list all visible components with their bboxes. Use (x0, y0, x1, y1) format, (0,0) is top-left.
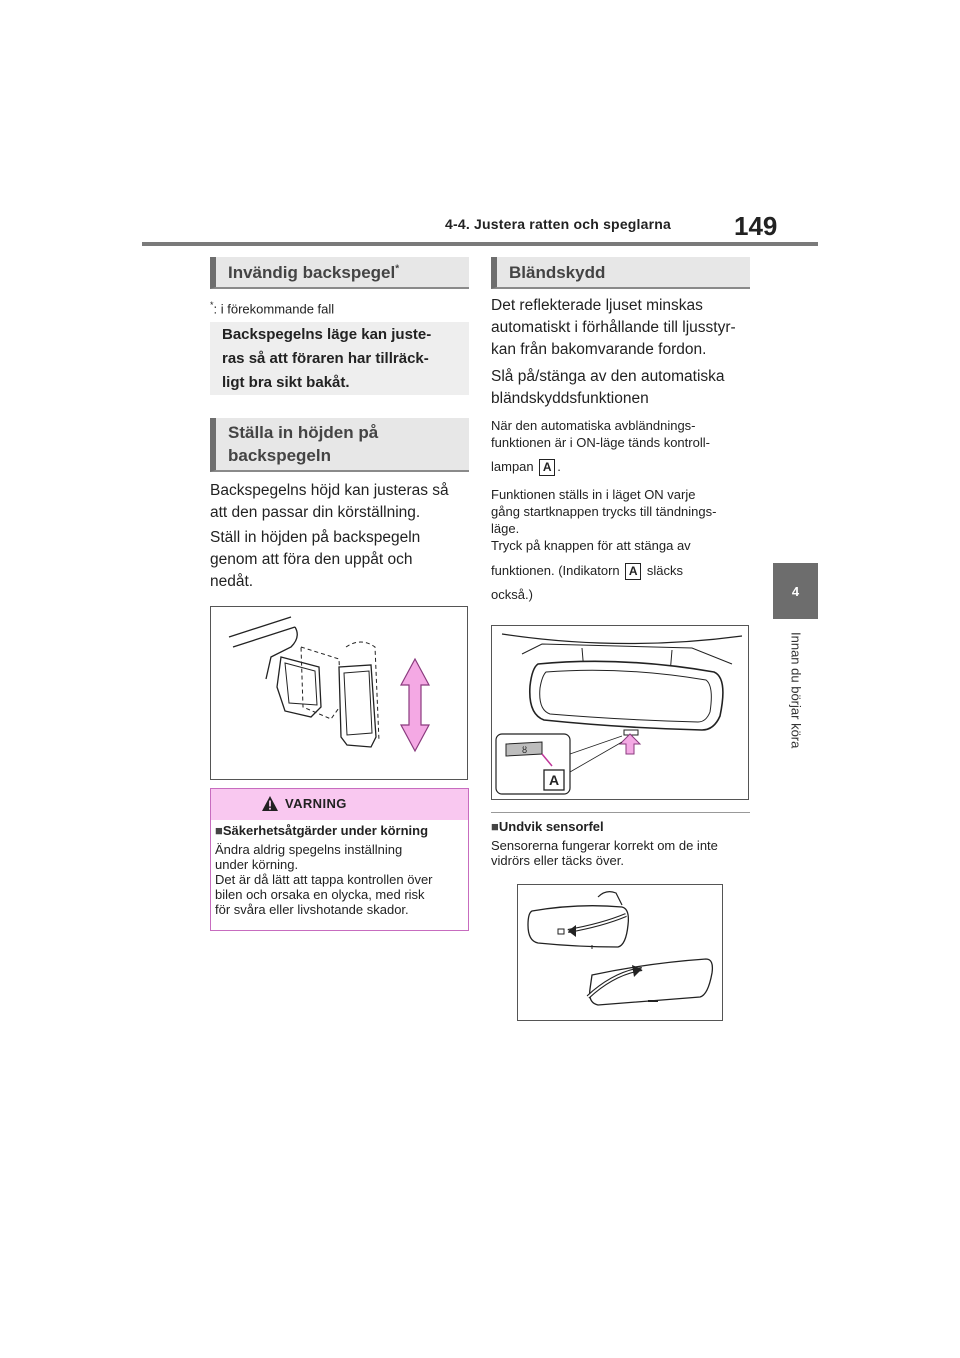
lead-box-left (210, 322, 469, 395)
text-line: Sensorerna fungerar korrekt om de inte (491, 838, 718, 853)
text-line: under körning. (215, 857, 299, 872)
height-paragraph-2 (210, 527, 420, 593)
text-line: Ställ in höjden på backspegeln (210, 529, 421, 546)
warning-box (210, 788, 469, 931)
anti-glare-note-1 (491, 417, 751, 476)
up-down-arrow-icon (401, 659, 429, 751)
square-bullet-icon: ■ (215, 823, 223, 838)
subsection-title-line: Ställa in höjden på (228, 423, 379, 442)
anti-glare-paragraph (491, 295, 736, 361)
text-line: genom att föra den uppåt och (210, 551, 413, 568)
text-line: Backspegelns höjd kan justeras så (210, 482, 449, 499)
lead-line: Backspegelns läge kan juste- (222, 326, 432, 343)
text-fragment: lampan (491, 459, 534, 474)
warning-triangle-icon (261, 795, 279, 812)
footnote-text: : i förekommande fall (213, 301, 335, 317)
text-line: vidrörs eller täcks över. (491, 853, 624, 868)
text-line: också.) (491, 587, 533, 602)
svg-text:ȣ: ȣ (522, 745, 528, 755)
chapter-tab: 4 (773, 563, 818, 619)
section-title-inside-mirror (210, 257, 469, 289)
mirror-height-figure (210, 606, 468, 780)
text-line: Slå på/stänga av den automatiska (491, 368, 725, 385)
text-line: Det är då lätt att tappa kontrollen över (215, 872, 433, 887)
text-line (491, 458, 751, 476)
section-breadcrumb: 4-4. Justera ratten och speglarna (445, 216, 672, 232)
text-line: När den automatiska avbländnings- (491, 418, 696, 433)
footnote (210, 300, 334, 316)
text-line: Funktionen ställs in i läget ON varje (491, 487, 696, 502)
text-fragment: släcks (646, 563, 684, 578)
text-fragment: funktionen. (Indikatorn (491, 563, 620, 578)
subsection-title-line: backspegeln (228, 446, 331, 465)
header-divider (142, 242, 818, 246)
text-line: nedåt. (210, 573, 254, 590)
footnote-mark: * (210, 300, 214, 310)
square-bullet-icon: ■ (491, 819, 499, 834)
text-line: bilen och orsaka en olycka, med risk (215, 887, 425, 902)
mirror-height-illustration (211, 607, 467, 779)
chapter-title (787, 632, 805, 772)
text-line: gång startknappen trycks till tändnings- (491, 504, 717, 519)
warning-subtitle (215, 823, 428, 838)
lead-line: ras så att föraren har tillräck- (222, 350, 429, 367)
warning-title: VARNING (285, 796, 347, 811)
up-arrow-icon (620, 734, 640, 754)
callout-a-text: A (548, 772, 560, 788)
section-title-text: Bländskydd (509, 263, 606, 282)
sensor-figure (517, 884, 723, 1021)
text-line: att den passar din körställning. (210, 504, 421, 521)
sensor-text (491, 838, 751, 868)
anti-glare-figure (491, 625, 749, 800)
text-line: för svåra eller livshotande skador. (215, 902, 409, 917)
auto-dimming-mirror-illustration (492, 626, 748, 799)
text-line: läge. (491, 521, 520, 536)
text-line: funktionen är i ON-läge tänds kontroll- (491, 435, 710, 450)
section-title-anti-glare (491, 257, 750, 289)
callout-a-label: A (539, 459, 555, 476)
text-line: Ändra aldrig spegelns inställning (215, 842, 403, 857)
lead-line: ligt bra sikt bakåt. (222, 374, 350, 391)
text-line (491, 562, 751, 580)
text-line: kan från bakomvarande fordon. (491, 341, 707, 358)
height-paragraph-1 (210, 480, 449, 524)
text-line: Tryck på knappen för att stänga av (491, 538, 691, 553)
page-number: 149 (734, 211, 778, 241)
sensor-heading (491, 818, 604, 835)
mirror-sensor-illustration (518, 885, 722, 1020)
callout-a-label: A (625, 563, 641, 580)
section-title-text: Invändig backspegel (228, 263, 396, 282)
anti-glare-note-2 (491, 486, 751, 603)
text-line: Det reflekterade ljuset minskas (491, 297, 703, 314)
text-fragment: . (557, 459, 561, 474)
warning-subtitle-text: Säkerhetsåtgärder under körning (222, 823, 429, 838)
footnote-marker: * (395, 263, 400, 275)
divider (491, 812, 750, 813)
text-line: bländskyddsfunktionen (491, 390, 649, 407)
text-line: automatiskt i förhållande till ljusstyr- (491, 319, 736, 336)
sensor-heading-text: Undvik sensorfel (498, 819, 604, 834)
chapter-title-text: Innan du börjar köra (788, 632, 804, 749)
anti-glare-toggle-paragraph (491, 366, 725, 410)
warning-text (215, 842, 465, 917)
subsection-title-height (210, 418, 469, 472)
warning-header (211, 789, 468, 820)
